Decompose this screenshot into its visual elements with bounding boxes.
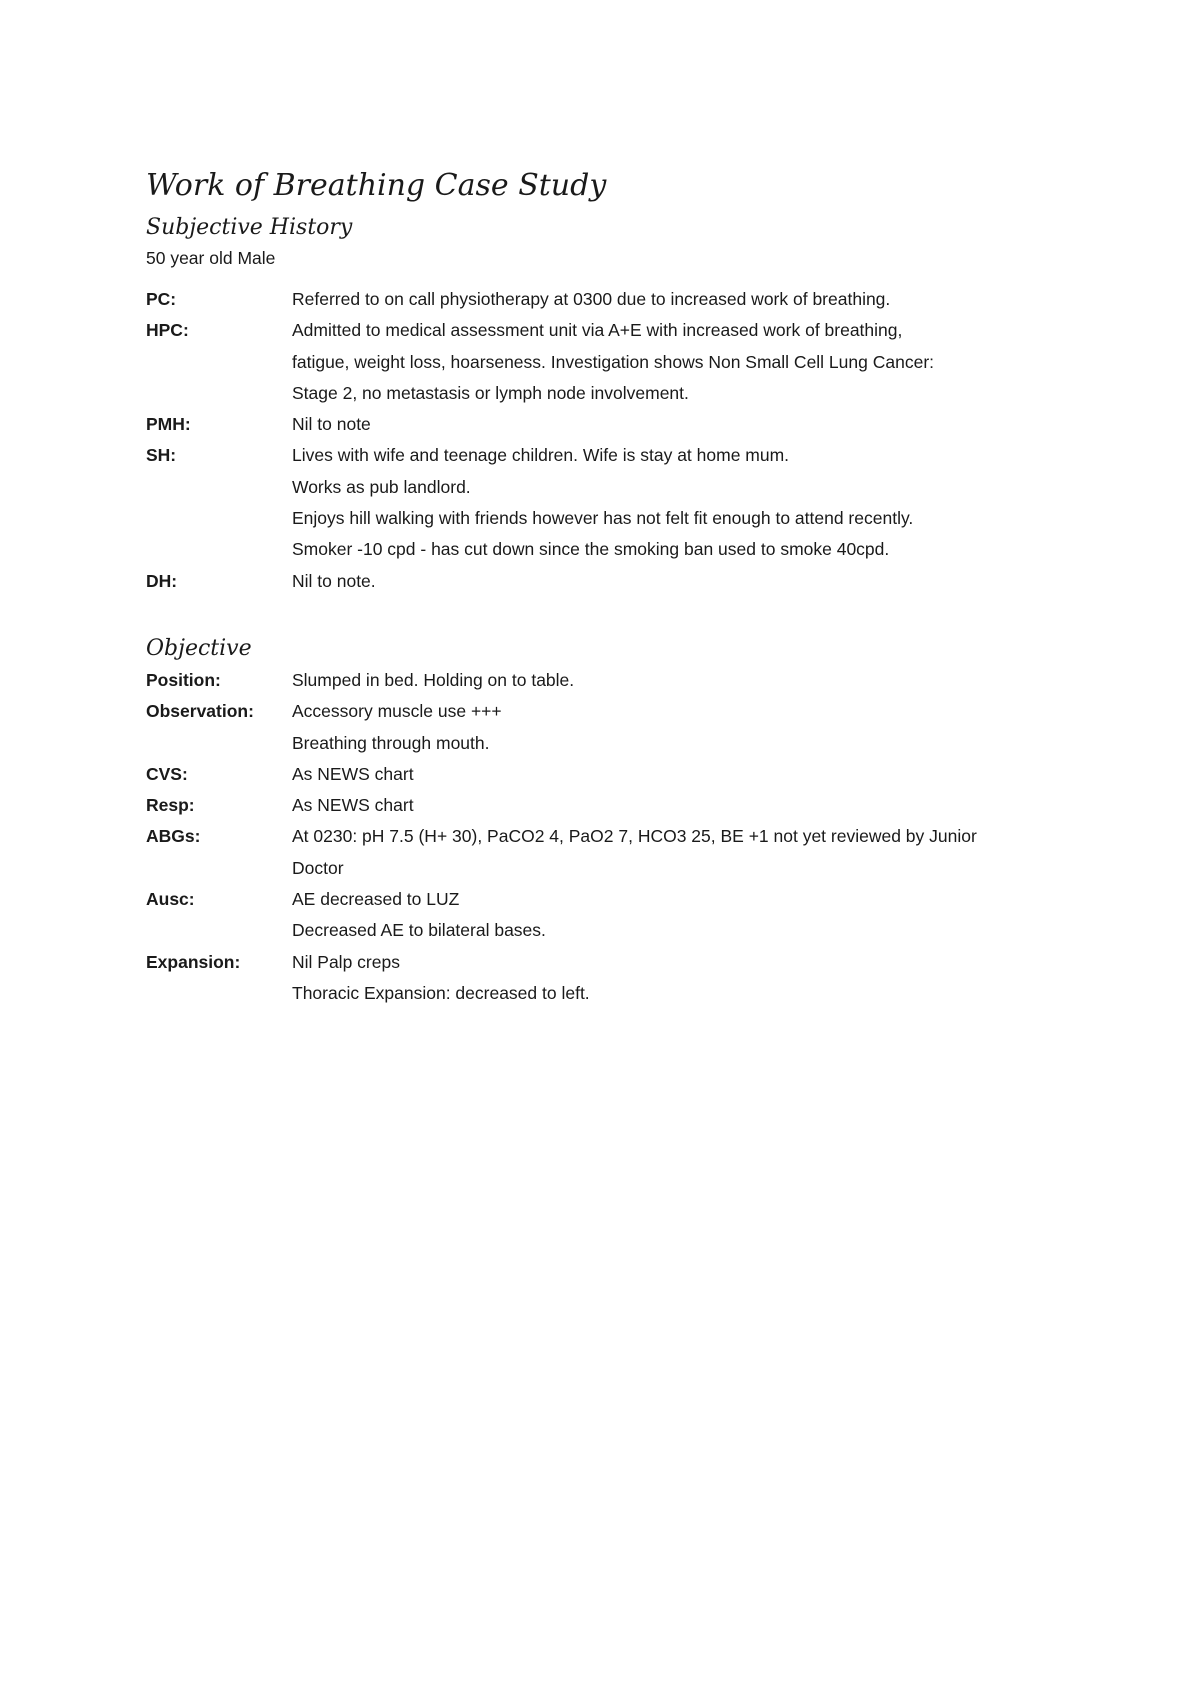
field-value-line: Doctor bbox=[292, 857, 344, 878]
field-value-line: Smoker -10 cpd - has cut down since the smoking ban used to smoke 40cpd. bbox=[292, 539, 890, 560]
field-value-line: Enjoys hill walking with friends however has not felt fit enough to attend recently. bbox=[292, 508, 914, 529]
field-row-expansion bbox=[146, 947, 1076, 1010]
field-value-line: Nil to note. bbox=[292, 570, 376, 591]
field-value bbox=[292, 947, 1076, 1010]
field-value bbox=[292, 315, 1076, 409]
field-value-line: Breathing through mouth. bbox=[292, 732, 490, 753]
field-value-line: Referred to on call physiotherapy at 0300 due to increased work of breathing. bbox=[292, 289, 891, 309]
field-value-line: As NEWS chart bbox=[292, 795, 414, 816]
field-row-resp bbox=[146, 790, 1076, 821]
field-value-line: fatigue, weight loss, hoarseness. Investigation shows Non Small Cell Lung Cancer: bbox=[292, 351, 935, 372]
field-label: HPC: bbox=[146, 320, 189, 341]
subjective-rows bbox=[146, 284, 1076, 597]
field-label: Resp: bbox=[146, 795, 195, 816]
field-label: ABGs: bbox=[146, 826, 201, 847]
subjective-history-heading: Subjective History bbox=[146, 215, 353, 240]
field-label: CVS: bbox=[146, 763, 188, 784]
objective-heading: Objective bbox=[146, 635, 252, 661]
field-value-line: Lives with wife and teenage children. Wife is stay at home mum. bbox=[292, 445, 790, 466]
field-row-abgs bbox=[146, 821, 1076, 884]
field-value-line: As NEWS chart bbox=[292, 763, 414, 784]
field-value bbox=[292, 665, 1076, 696]
field-value-line: Nil Palp creps bbox=[292, 951, 400, 972]
field-value bbox=[292, 440, 1076, 565]
field-label: DH: bbox=[146, 570, 178, 591]
field-value bbox=[292, 821, 1076, 884]
field-value bbox=[292, 566, 1076, 597]
field-row-cvs bbox=[146, 759, 1076, 790]
objective-rows bbox=[146, 665, 1076, 1009]
field-label: SH: bbox=[146, 445, 177, 466]
field-value-line: Works as pub landlord. bbox=[292, 476, 471, 497]
field-label: Expansion: bbox=[146, 951, 241, 972]
field-row-hpc bbox=[146, 315, 1076, 409]
field-value bbox=[292, 409, 1076, 440]
field-label: PMH: bbox=[146, 414, 191, 435]
field-value-line: At 0230: pH 7.5 (H+ 30), PaCO2 4, PaO2 7, HCO3 25, BE +1 not yet reviewed by Junior bbox=[292, 826, 977, 847]
field-label: PC: bbox=[146, 289, 177, 309]
field-value-line: Admitted to medical assessment unit via A+E with increased work of breathing, bbox=[292, 320, 903, 341]
document-title: Work of Breathing Case Study bbox=[146, 168, 607, 203]
field-value-line: Nil to note bbox=[292, 414, 371, 435]
field-value-line: Thoracic Expansion: decreased to left. bbox=[292, 982, 590, 1003]
patient-summary: 50 year old Male bbox=[146, 248, 276, 268]
field-label: Observation: bbox=[146, 701, 254, 722]
field-label: Ausc: bbox=[146, 889, 195, 910]
field-row-ausc bbox=[146, 884, 1076, 947]
field-row-sh bbox=[146, 440, 1076, 565]
field-value-line: Decreased AE to bilateral bases. bbox=[292, 920, 546, 941]
document-content bbox=[146, 168, 1076, 1009]
field-value bbox=[292, 884, 1076, 947]
field-row-pc bbox=[146, 284, 1076, 315]
field-value bbox=[292, 696, 1076, 759]
field-value-line: Accessory muscle use +++ bbox=[292, 701, 502, 722]
field-row-pmh bbox=[146, 409, 1076, 440]
field-row-dh bbox=[146, 566, 1076, 597]
field-label: Position: bbox=[146, 669, 221, 690]
field-value-line: Stage 2, no metastasis or lymph node involvement. bbox=[292, 382, 689, 403]
field-value-line: Slumped in bed. Holding on to table. bbox=[292, 669, 575, 690]
field-row-observation bbox=[146, 696, 1076, 759]
field-value bbox=[292, 759, 1076, 790]
field-value bbox=[292, 790, 1076, 821]
field-value bbox=[292, 284, 1076, 315]
field-value-line: AE decreased to LUZ bbox=[292, 889, 460, 910]
field-row-position bbox=[146, 665, 1076, 696]
